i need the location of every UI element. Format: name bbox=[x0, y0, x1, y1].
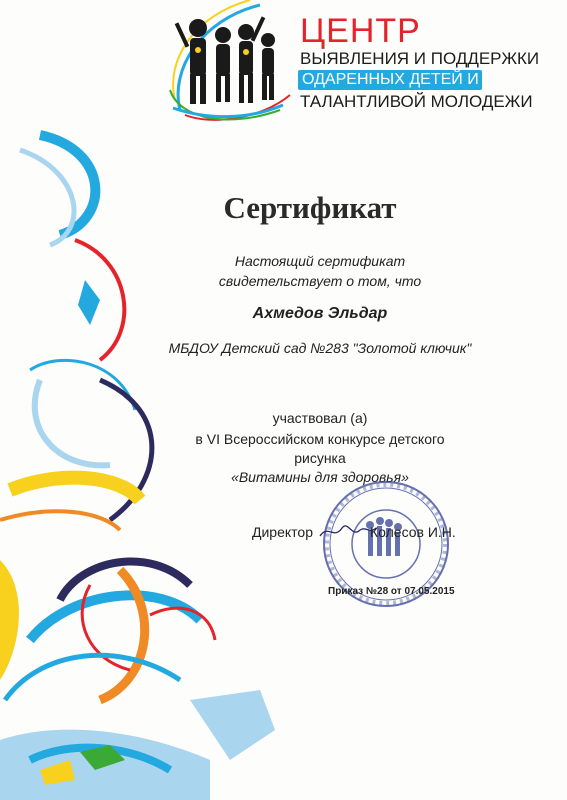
org-title-banner bbox=[298, 70, 482, 90]
organization-name: МБДОУ Детский сад №283 "Золотой ключик" bbox=[168, 340, 472, 356]
participation-line-2: в VI Всероссийском конкурсе детского bbox=[195, 431, 445, 447]
intro-line-2: свидетельствует о том, что bbox=[218, 273, 422, 289]
org-title-line4: ТАЛАНТЛИВОЙ МОЛОДЕЖИ bbox=[300, 92, 533, 111]
contest-name: «Витамины для здоровья» bbox=[231, 469, 409, 485]
certificate-title: Сертификат bbox=[223, 190, 397, 225]
director-label: Директор bbox=[252, 524, 313, 540]
recipient-name: Ахмедов Эльдар bbox=[252, 305, 388, 322]
signature-scribble bbox=[318, 520, 378, 542]
children-silhouettes-logo-icon bbox=[168, 0, 288, 125]
director-name: Колесов И.Н. bbox=[370, 524, 456, 540]
intro-line-1: Настоящий сертификат bbox=[234, 253, 406, 269]
org-title-center: ЦЕНТР bbox=[300, 12, 421, 50]
order-reference: Приказ №28 от 07.05.2015 bbox=[328, 586, 455, 597]
participation-line-1: участвовал (а) bbox=[272, 410, 368, 426]
participation-line-3: рисунка bbox=[294, 450, 346, 466]
org-title-line2: ВЫЯВЛЕНИЯ И ПОДДЕРЖКИ bbox=[300, 49, 540, 68]
org-title-line3: ОДАРЕННЫХ ДЕТЕЙ И bbox=[302, 71, 479, 88]
